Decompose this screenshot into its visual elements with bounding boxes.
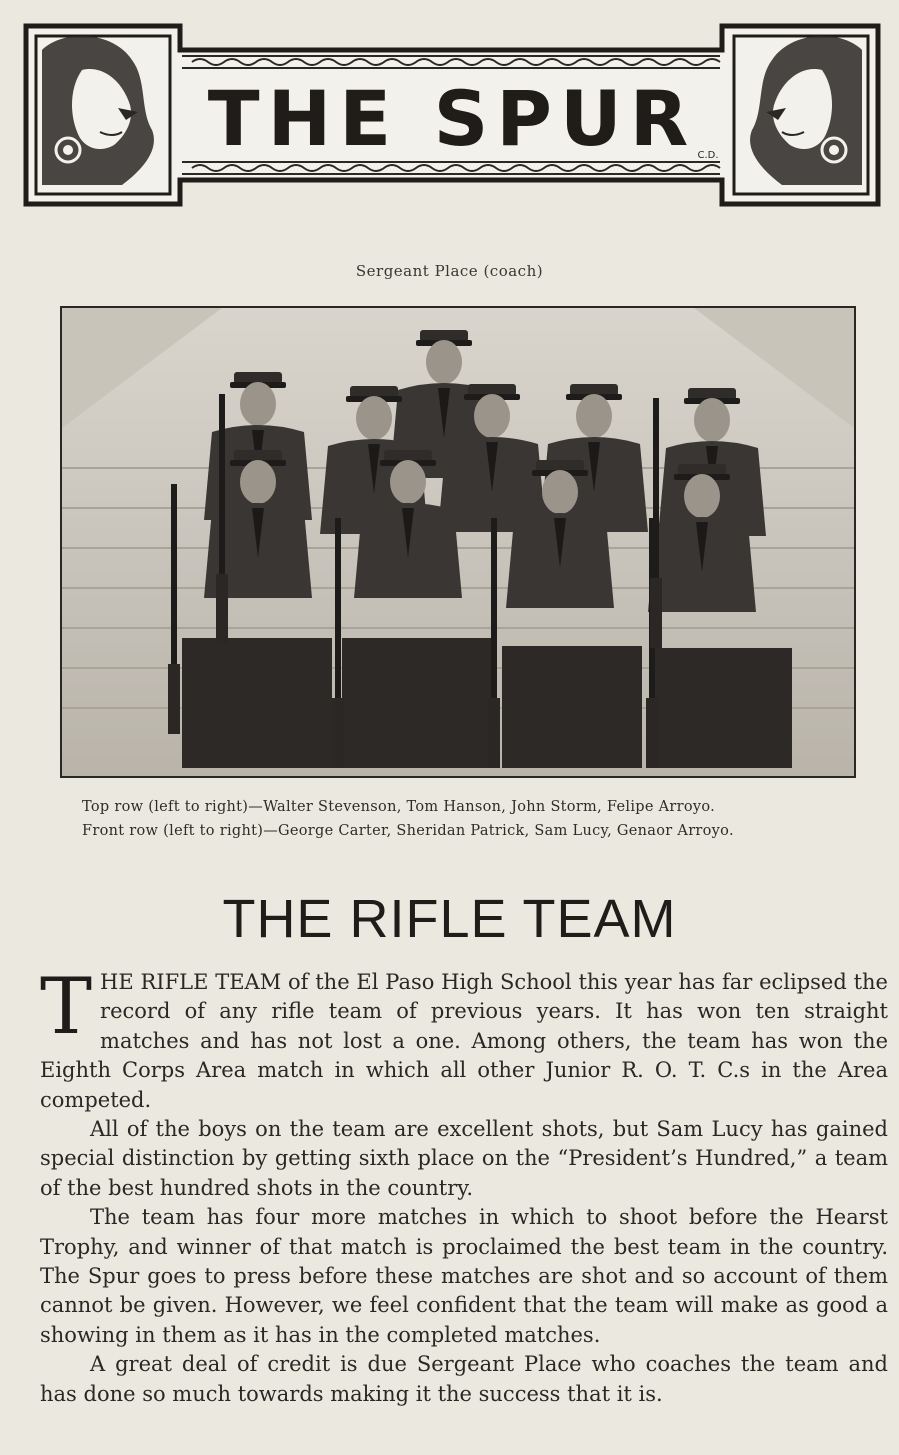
coach-caption: Sergeant Place (coach) <box>355 262 544 280</box>
masthead-banner <box>22 20 882 208</box>
paragraph-1 <box>40 962 888 1115</box>
masthead-title: THE SPUR <box>207 74 697 163</box>
artist-initials: C.D. <box>697 150 719 161</box>
caption-front-row: Front row (left to right)—George Carter, Sheridan Patrick, Sam Lucy, Genaor Arroyo. <box>82 823 734 839</box>
paragraph-1-text: HE RIFLE TEAM of the El Paso High School this year has far eclipsed the record of any rifle team of previous years. It has won ten straight matches and has not lost a one. Among others, the team has won the Eighth Corps Area match in which all other Junior R. O. T. C.s in the Area competed. <box>40 970 888 1112</box>
team-photograph <box>60 306 856 778</box>
paragraph-2: All of the boys on the team are excellent shots, but Sam Lucy has gained special distinction by getting sixth place on the “President’s Hundred,” a team of the best hundred shots in the country. <box>40 1117 888 1200</box>
right-portrait-ornament <box>734 36 868 194</box>
paragraph-4: A great deal of credit is due Sergeant Place who coaches the team and has done so much towards making it the success that it is. <box>40 1352 888 1406</box>
article-body <box>40 962 888 1409</box>
paragraph-3: The team has four more matches in which to shoot before the Hearst Trophy, and winner of that match is proclaimed the best team in the country. The Spur goes to press before these matches are shot and so account of them cannot be given. However, we feel confident that the team will make as good a showing in them as it has in the completed matches. <box>40 1205 888 1347</box>
caption-top-row: Top row (left to right)—Walter Stevenson, Tom Hanson, John Storm, Felipe Arroyo. <box>82 799 716 815</box>
left-portrait-ornament <box>36 36 170 194</box>
drop-cap: T <box>40 962 93 1052</box>
photo-caption <box>82 795 862 843</box>
article-title: THE RIFLE TEAM <box>222 889 677 949</box>
